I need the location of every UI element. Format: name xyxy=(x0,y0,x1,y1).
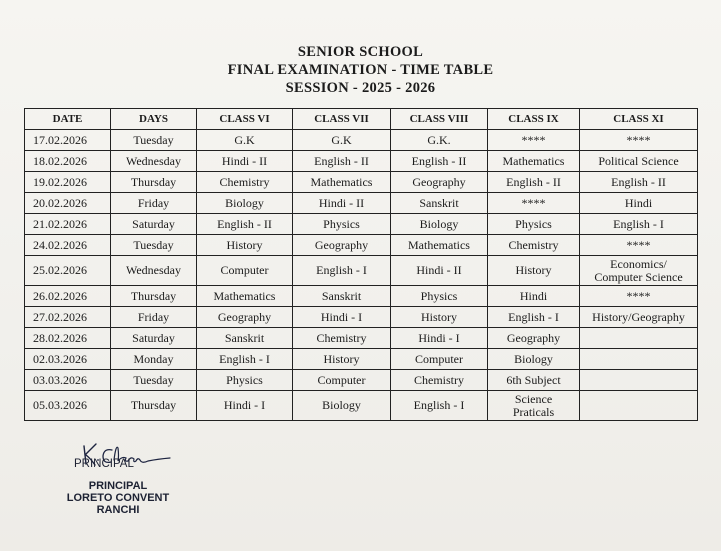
cell-day: Friday xyxy=(111,307,197,328)
cell-class-viii: Geography xyxy=(391,172,488,193)
column-header-class-vi: CLASS VI xyxy=(197,109,293,130)
table-row xyxy=(25,193,698,214)
session-title: SESSION - 2025 - 2026 xyxy=(285,80,436,96)
cell-class-ix: Hindi xyxy=(488,286,580,307)
cell-class-viii: Computer xyxy=(391,349,488,370)
cell-class-ix: Biology xyxy=(488,349,580,370)
cell-class-vi: Hindi - I xyxy=(197,391,293,421)
cell-class-viii: History xyxy=(391,307,488,328)
cell-day: Wednesday xyxy=(111,151,197,172)
cell-class-viii: English - I xyxy=(391,391,488,421)
cell-day: Saturday xyxy=(111,214,197,235)
cell-class-vi: Mathematics xyxy=(197,286,293,307)
cell-class-xi: **** xyxy=(580,130,698,151)
cell-class-xi xyxy=(580,391,698,421)
column-header-class-xi: CLASS XI xyxy=(580,109,698,130)
table-row xyxy=(25,256,698,286)
cell-class-viii: G.K. xyxy=(391,130,488,151)
cell-class-vi: Computer xyxy=(197,256,293,286)
cell-class-vi: History xyxy=(197,235,293,256)
cell-class-xi: English - II xyxy=(580,172,698,193)
table-header-row xyxy=(25,109,698,130)
cell-day: Wednesday xyxy=(111,256,197,286)
cell-class-vii: Mathematics xyxy=(293,172,391,193)
cell-day: Tuesday xyxy=(111,130,197,151)
cell-class-vi: Hindi - II xyxy=(197,151,293,172)
cell-class-vii: Chemistry xyxy=(293,328,391,349)
cell-class-vi: English - II xyxy=(197,214,293,235)
cell-class-vii: Geography xyxy=(293,235,391,256)
cell-date: 05.03.2026 xyxy=(25,391,111,421)
cell-date: 25.02.2026 xyxy=(25,256,111,286)
column-header-class-viii: CLASS VIII xyxy=(391,109,488,130)
cell-date: 19.02.2026 xyxy=(25,172,111,193)
stamp-line: RANCHI xyxy=(96,504,140,516)
table-body xyxy=(25,130,698,421)
cell-date: 17.02.2026 xyxy=(25,130,111,151)
cell-class-xi: English - I xyxy=(580,214,698,235)
cell-class-vi: Physics xyxy=(197,370,293,391)
cell-class-vii: English - I xyxy=(293,256,391,286)
cell-day: Thursday xyxy=(111,391,197,421)
cell-class-vi: Biology xyxy=(197,193,293,214)
table-row xyxy=(25,151,698,172)
cell-class-ix: **** xyxy=(488,130,580,151)
cell-date: 18.02.2026 xyxy=(25,151,111,172)
cell-class-vi: Geography xyxy=(197,307,293,328)
cell-class-xi xyxy=(580,349,698,370)
column-header-class-vii: CLASS VII xyxy=(293,109,391,130)
exam-title: FINAL EXAMINATION - TIME TABLE xyxy=(227,62,494,78)
cell-class-ix: English - I xyxy=(488,307,580,328)
cell-day: Thursday xyxy=(111,286,197,307)
cell-class-ix: History xyxy=(488,256,580,286)
cell-date: 27.02.2026 xyxy=(25,307,111,328)
cell-class-vii: Hindi - I xyxy=(293,307,391,328)
table-row xyxy=(25,130,698,151)
cell-day: Tuesday xyxy=(111,235,197,256)
cell-date: 02.03.2026 xyxy=(25,349,111,370)
cell-class-viii: Physics xyxy=(391,286,488,307)
column-header-date: DATE xyxy=(25,109,111,130)
school-heading: SENIOR SCHOOL xyxy=(297,44,424,60)
cell-class-vii: Computer xyxy=(293,370,391,391)
cell-class-viii: Chemistry xyxy=(391,370,488,391)
cell-class-ix: Geography xyxy=(488,328,580,349)
signature-label: PRINCIPAL xyxy=(74,458,134,470)
cell-class-viii: Hindi - I xyxy=(391,328,488,349)
cell-class-viii: Hindi - II xyxy=(391,256,488,286)
cell-day: Friday xyxy=(111,193,197,214)
cell-date: 20.02.2026 xyxy=(25,193,111,214)
table-row xyxy=(25,214,698,235)
cell-class-ix: **** xyxy=(488,193,580,214)
table-row xyxy=(25,172,698,193)
cell-date: 21.02.2026 xyxy=(25,214,111,235)
cell-class-vii: Sanskrit xyxy=(293,286,391,307)
cell-class-ix: Science Praticals xyxy=(488,391,580,421)
cell-class-ix: 6th Subject xyxy=(488,370,580,391)
cell-class-viii: Sanskrit xyxy=(391,193,488,214)
cell-class-ix: English - II xyxy=(488,172,580,193)
column-header-days: DAYS xyxy=(111,109,197,130)
cell-class-ix: Chemistry xyxy=(488,235,580,256)
school-stamp xyxy=(58,480,178,516)
cell-date: 24.02.2026 xyxy=(25,235,111,256)
cell-class-vii: G.K xyxy=(293,130,391,151)
cell-class-vii: Hindi - II xyxy=(293,193,391,214)
table-row xyxy=(25,328,698,349)
table-row xyxy=(25,370,698,391)
cell-class-vi: Chemistry xyxy=(197,172,293,193)
table-row xyxy=(25,391,698,421)
cell-day: Monday xyxy=(111,349,197,370)
cell-class-xi: History/Geography xyxy=(580,307,698,328)
cell-class-xi xyxy=(580,370,698,391)
cell-day: Tuesday xyxy=(111,370,197,391)
cell-class-vi: Sanskrit xyxy=(197,328,293,349)
cell-date: 28.02.2026 xyxy=(25,328,111,349)
cell-class-xi: **** xyxy=(580,286,698,307)
cell-class-vii: History xyxy=(293,349,391,370)
table-row xyxy=(25,286,698,307)
cell-class-vii: English - II xyxy=(293,151,391,172)
cell-class-xi: Hindi xyxy=(580,193,698,214)
stamp-line: PRINCIPAL xyxy=(88,480,148,492)
table-row xyxy=(25,235,698,256)
cell-class-xi: Political Science xyxy=(580,151,698,172)
cell-class-viii: English - II xyxy=(391,151,488,172)
cell-class-viii: Biology xyxy=(391,214,488,235)
cell-day: Saturday xyxy=(111,328,197,349)
cell-class-vi: G.K xyxy=(197,130,293,151)
stamp-line: LORETO CONVENT xyxy=(66,492,170,504)
table-row xyxy=(25,349,698,370)
cell-class-vii: Biology xyxy=(293,391,391,421)
cell-class-vi: English - I xyxy=(197,349,293,370)
cell-class-viii: Mathematics xyxy=(391,235,488,256)
cell-date: 03.03.2026 xyxy=(25,370,111,391)
column-header-class-ix: CLASS IX xyxy=(488,109,580,130)
cell-date: 26.02.2026 xyxy=(25,286,111,307)
cell-class-ix: Physics xyxy=(488,214,580,235)
cell-class-ix: Mathematics xyxy=(488,151,580,172)
cell-class-xi: Economics/ Computer Science xyxy=(580,256,698,286)
cell-class-vii: Physics xyxy=(293,214,391,235)
cell-class-xi: **** xyxy=(580,235,698,256)
cell-class-xi xyxy=(580,328,698,349)
table-row xyxy=(25,307,698,328)
cell-day: Thursday xyxy=(111,172,197,193)
timetable xyxy=(24,108,698,421)
